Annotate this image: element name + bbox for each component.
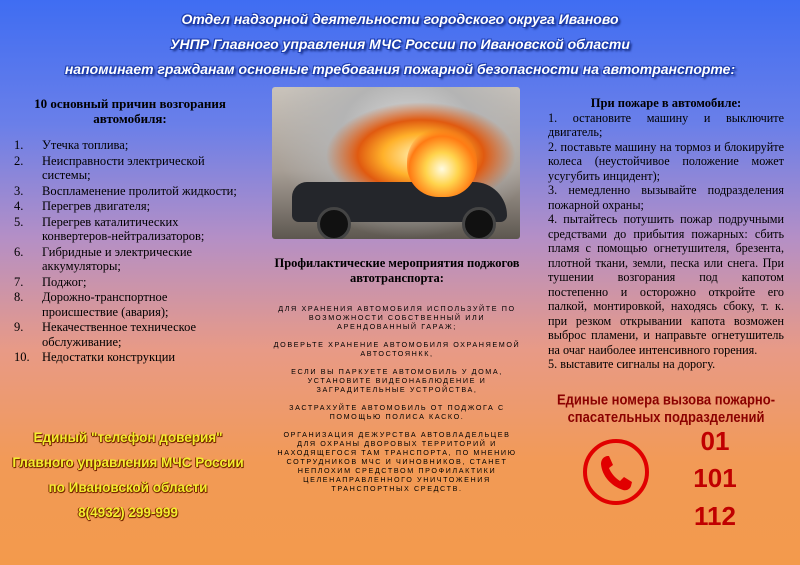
emergency-number: 01 bbox=[700, 426, 730, 456]
burning-car-photo bbox=[272, 87, 520, 239]
list-item: 7. Поджог; bbox=[14, 274, 87, 289]
fire-step: 4. пытайтесь потушить пожар подручными средствами до прибытия пожарных: сбить пламя с помощью огнетушителя, брезента, плотной ткани, земли, песка или снега. При тушении возгорания под капотом постепенно и осторожно откройте его палкой, монтировкой, находясь сбоку, т. к. при резком открывании капота возможен выброс пламени, и направьте огнетушитель на очаг наиболее интенсивного горения. bbox=[548, 212, 784, 357]
list-item: 8. Дорожно-транспортное происшествие (авария); bbox=[14, 290, 169, 319]
causes-title: 10 основный причин возгорания автомобиля: bbox=[34, 96, 226, 126]
hotline-phone: 8(4932) 299-999 bbox=[78, 505, 178, 520]
emergency-number: 112 bbox=[694, 501, 736, 531]
fire-step: 3. немедленно вызывайте подразделения пожарной охраны; bbox=[548, 183, 784, 212]
list-item: 6. Гибридные и электрические аккумуляторы; bbox=[14, 244, 193, 273]
phone-icon bbox=[583, 439, 649, 505]
hotline-line-2: Главного управления МЧС России bbox=[12, 455, 244, 470]
causes-list bbox=[14, 138, 246, 365]
hotline-block bbox=[12, 425, 244, 525]
hotline-line-1: Единый "телефон доверия" bbox=[33, 430, 223, 445]
list-item: 1. Утечка топлива; bbox=[14, 138, 129, 152]
wheel-rear bbox=[462, 207, 496, 239]
prevention-item: ЕСЛИ ВЫ ПАРКУЕТЕ АВТОМОБИЛЬ У ДОМА, УСТАНОВИТЕ ВИДЕОНАБЛЮДЕНИЕ И ЗАГРАДИТЕЛЬНЫЕ УСТРОЙСТВА, bbox=[291, 367, 503, 394]
fire-title: При пожаре в автомобиле: bbox=[590, 96, 742, 110]
prevention-item: ДЛЯ ХРАНЕНИЯ АВТОМОБИЛЯ ИСПОЛЬЗУЙТЕ ПО ВОЗМОЖНОСТИ СОБСТВЕННЫЙ ИЛИ АРЕНДОВАННЫЙ ГАРАЖ; bbox=[278, 304, 516, 331]
list-item: 3. Воспламенение пролитой жидкости; bbox=[14, 183, 237, 198]
flame-shape bbox=[407, 127, 477, 197]
list-item: 2. Неисправности электрической системы; bbox=[14, 153, 205, 182]
header-line-2: УНПР Главного управления МЧС России по Ивановской области bbox=[170, 36, 630, 52]
causes-section bbox=[14, 96, 246, 366]
prevention-item: ДОВЕРЬТЕ ХРАНЕНИЕ АВТОМОБИЛЯ ОХРАНЯЕМОЙ АВТОСТОЯНКК, bbox=[273, 340, 521, 358]
list-item: 9. Некачественное техническое обслуживание; bbox=[14, 320, 197, 349]
list-item: 4. Перегрев двигателя; bbox=[14, 199, 151, 213]
header-line-1: Отдел надзорной деятельности городского округа Иваново bbox=[181, 11, 619, 27]
list-item: 5. Перегрев каталитических конвертеров-нейтрализаторов; bbox=[14, 214, 205, 243]
list-item: 10. Недостатки конструкции bbox=[14, 350, 176, 364]
fire-actions-section bbox=[548, 96, 784, 372]
prevention-title: Профилактические мероприятия поджогов автотранспорта: bbox=[274, 256, 520, 285]
header-line-3: напоминает гражданам основные требования пожарной безопасности на автотранспорте: bbox=[64, 61, 736, 77]
fire-step: 5. выставите сигналы на дорогу. bbox=[548, 357, 716, 371]
fire-step: 2. поставьте машину на тормоз и блокируйте колеса (неустойчивое положение может усугубить инцидент); bbox=[548, 139, 784, 183]
prevention-section bbox=[272, 256, 522, 502]
prevention-item: ОРГАНИЗАЦИЯ ДЕЖУРСТВА АВТОВЛАДЕЛЬЦЕВ ДЛЯ ОХРАНЫ ДВОРОВЫХ ТЕРРИТОРИЙ И НАХОДЯЩЕГОСЯ ТАМ ТРАНСПОРТА, ПО МНЕНИЮ СОТРУДНИКОВ МЧС И ЧИНОВНИКОВ, СТАНЕТ НЕПЛОХИМ СРЕДСТВОМ ПРОФИЛАКТИКИ ЦЕЛЕНАПРАВЛЕННОГО УНИЧТОЖЕНИЯ ТРАНСПОРТНЫХ СРЕДСТВ. bbox=[277, 430, 517, 493]
emergency-title: Единые номера вызова пожарно-спасательных подразделений bbox=[556, 390, 776, 426]
fire-step: 1. остановите машину и выключите двигатель; bbox=[548, 110, 784, 139]
hotline-line-3: по Ивановской области bbox=[48, 480, 208, 495]
wheel-front bbox=[317, 207, 351, 239]
prevention-item: ЗАСТРАХУЙТЕ АВТОМОБИЛЬ ОТ ПОДЖОГА С ПОМОЩЬЮ ПОЛИСА КАСКО. bbox=[289, 403, 505, 421]
emergency-number: 101 bbox=[693, 463, 737, 493]
